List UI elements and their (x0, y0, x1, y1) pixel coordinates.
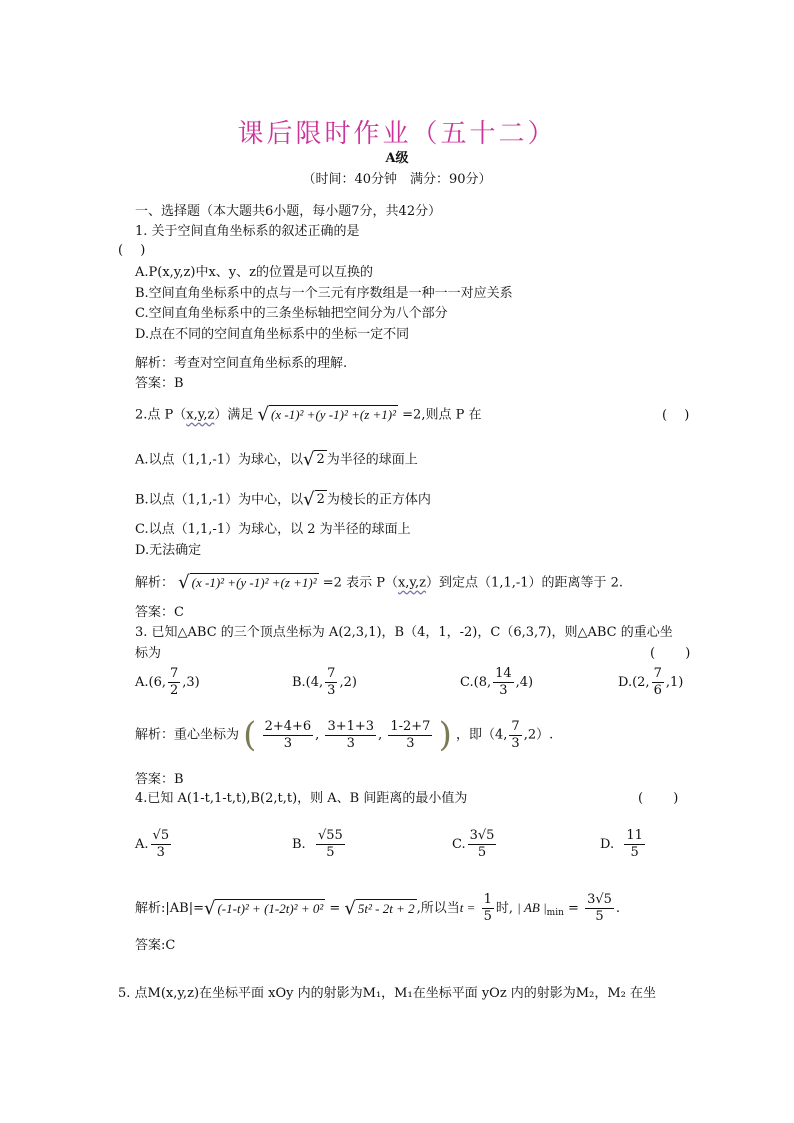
q1-option-b: B.空间直角坐标系中的点与一个三元有序数组是一种一一对应关系 (135, 286, 513, 301)
q2-answer: 答案：C (135, 605, 184, 620)
q4-analysis: 解析:|AB|= √ (-1-t)² + (1-2t)² + 0² = √ 5t² - 2t + 2 ,所以当t = $\frac{1}{5}$ 时, | AB $|_{min}$ = $\frac{3√5}{5}$ . (135, 892, 621, 924)
q2-stem: 2.点 P（x,y,z）满足 √ (x -1)² +(y -1)² +(z +1)² =2,则点 P 在 (135, 404, 482, 425)
q4-answer: 答案:C (135, 938, 176, 953)
q1-option-c: C.空间直角坐标系中的三条坐标轴把空间分为八个部分 (135, 306, 448, 321)
q1-analysis: 解析：考查对空间直角坐标系的理解. (135, 356, 348, 371)
q5-stem: 5. 点M(x,y,z)在坐标平面 xOy 内的射影为M₁，M₁在坐标平面 yOz 内的射影为M₂，M₂ 在坐 (118, 986, 656, 1001)
q4-option-d: D. $\frac{11}{5}$ (600, 828, 643, 860)
q4-option-a: A. $\frac{√5}{3}$ (135, 828, 170, 860)
q3-option-a: A.(6, $\frac{7}{2}$ ,3) (135, 666, 200, 698)
q3-stem-line2: 标为 (135, 646, 162, 661)
q3-paren: ( ) (650, 646, 691, 661)
q3-stem-line1: 3. 已知△ABC 的三个顶点坐标为 A(2,3,1)，B（4，1，-2)，C（6,3,7)，则△ABC 的重心坐 (135, 625, 673, 640)
q1-answer: 答案：B (135, 376, 184, 391)
q3-answer: 答案：B (135, 772, 184, 787)
q2-option-a: A.以点（1,1,-1）为球心，以 √ 2 为半径的球面上 (135, 449, 418, 470)
section-heading: 一、选择题（本大题共6小题，每小题7分，共42分） (135, 204, 442, 219)
time-score-meta: （时间：40分钟 满分：90分） (302, 172, 492, 187)
q1-option-a: A.P(x,y,z)中x、y、z的位置是可以互换的 (135, 265, 373, 280)
q2-option-c: C.以点（1,1,-1）为球心，以 2 为半径的球面上 (135, 522, 411, 537)
q3-analysis: 解析：重心坐标为 ( $\frac{2+4+6}{3}$ , $\frac{3+1+3}{3}$ , $\frac{1-2+7}{3}$ ) ，即（4, $\frac{7}{3}$ ,2）. (135, 715, 554, 755)
q2-analysis: 解析： √ (x -1)² +(y -1)² +(z +1)² =2 表示 P（x,y,z）到定点（1,1,-1）的距离等于 2. (135, 572, 624, 593)
q4-stem: 4.已知 A(1-t,1-t,t),B(2,t,t)，则 A、B 间距离的最小值为 (135, 791, 468, 806)
q1-option-d: D.点在不同的空间直角坐标系中的坐标一定不同 (135, 327, 410, 342)
q2-sqrt-expression: √ (x -1)² +(y -1)² +(z +1)² (257, 404, 397, 425)
q2-option-d: D.无法确定 (135, 543, 202, 558)
page-title: 课后限时作业（五十二） (237, 119, 557, 149)
q1-stem: 1. 关于空间直角坐标系的叙述正确的是 (135, 224, 360, 239)
q4-option-c: C. $\frac{3√5}{5}$ (452, 828, 495, 860)
q4-option-b: B. $\frac{√55}{5}$ (292, 828, 343, 860)
q1-paren: ( ) (118, 243, 146, 258)
q4-paren: ( ) (638, 791, 679, 806)
q3-option-c: C.(8, $\frac{14}{3}$ ,4) (460, 666, 534, 698)
q2-option-b: B.以点（1,1,-1）为中心，以 √ 2 为棱长的正方体内 (135, 489, 431, 510)
level-label: A级 (385, 151, 409, 166)
q3-option-d: D.(2, $\frac{7}{6}$ ,1) (618, 666, 684, 698)
q2-paren: ( ) (662, 408, 690, 423)
q3-option-b: B.(4, $\frac{7}{3}$ ,2) (292, 666, 357, 698)
